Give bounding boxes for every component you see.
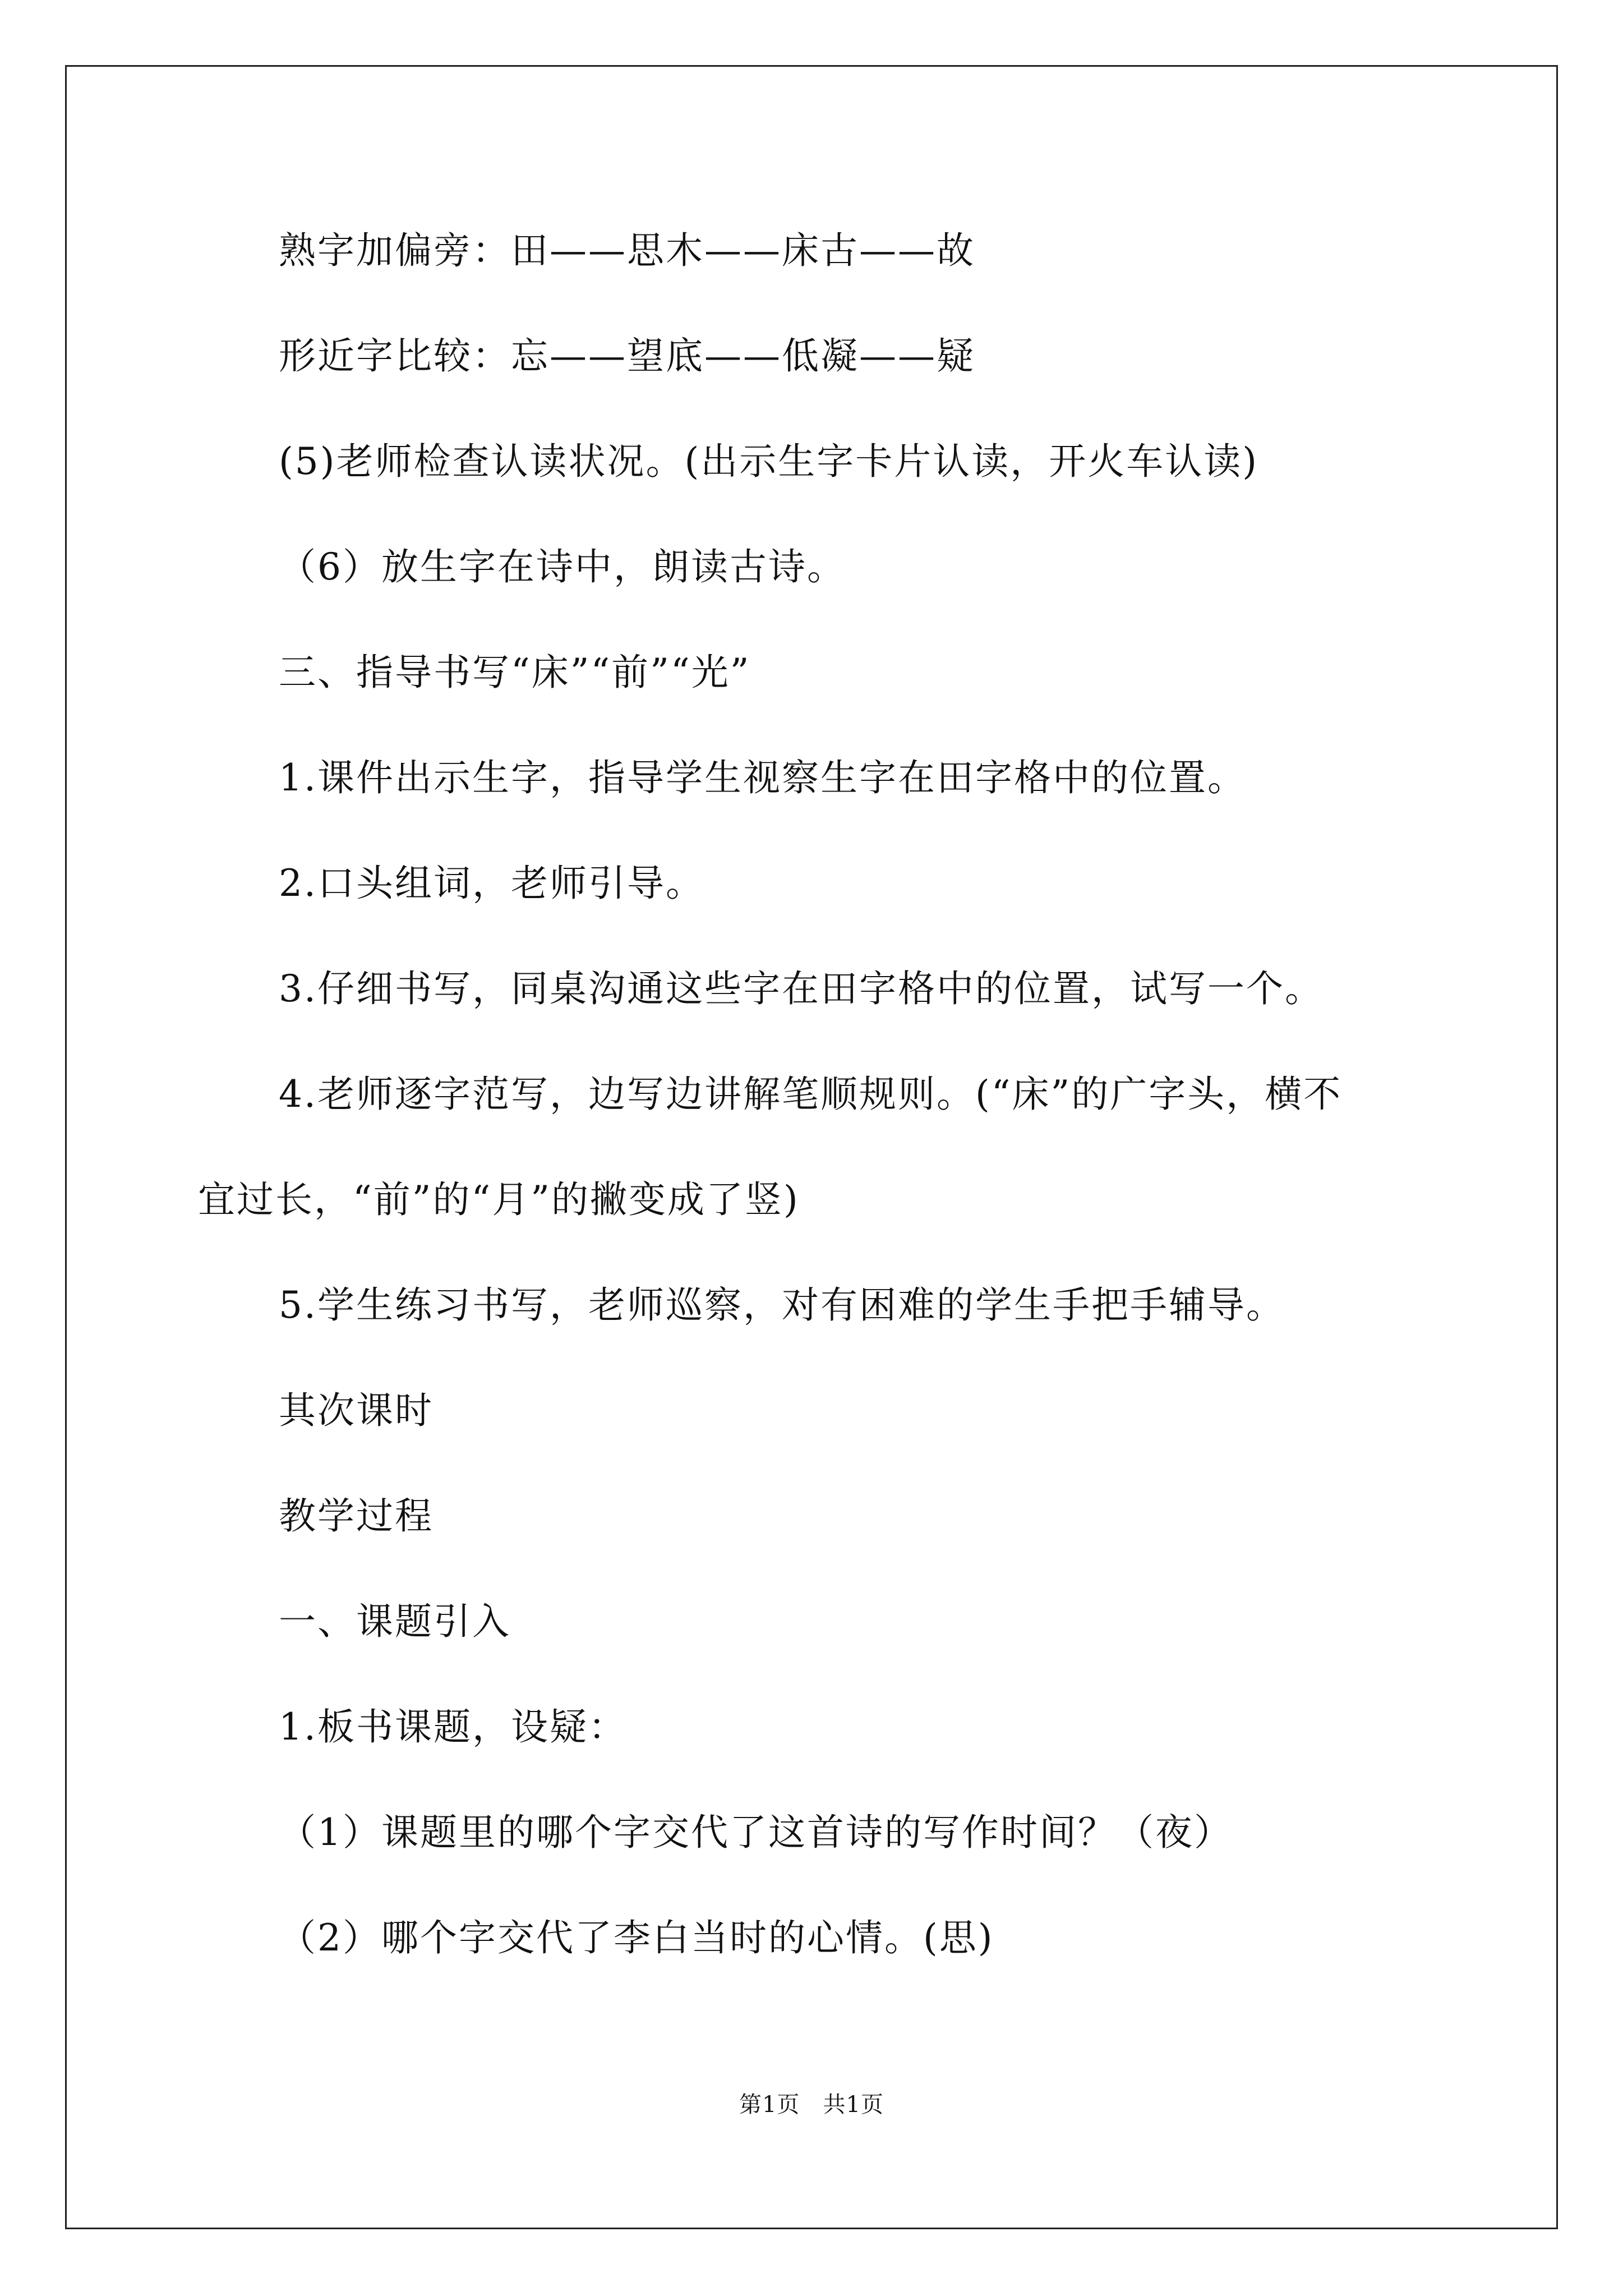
text-line-7: 2.口头组词，老师引导。 [279, 862, 704, 905]
page-footer: 第1页 共1页 [739, 2092, 884, 2118]
text-line-8: 3.仔细书写，同桌沟通这些字在田字格中的位置，试写一个。 [279, 967, 1324, 1010]
text-line-9: 4.老师逐字范写，边写边讲解笔顺规则。(“床”的广字头，横不 [279, 1073, 1343, 1116]
section-heading-1: 一、课题引入 [279, 1600, 511, 1643]
lesson-heading: 其次课时 [279, 1389, 434, 1432]
text-line-4: （6）放生字在诗中，朗读古诗。 [279, 545, 846, 588]
text-line-15: 1.板书课题，设疑： [279, 1705, 627, 1749]
text-line-6: 1.课件出示生字，指导学生视察生字在田字格中的位置。 [279, 756, 1246, 799]
text-line-3: (5)老师检查认读状况。(出示生字卡片认读，开火车认读) [279, 440, 1258, 483]
section-heading-3: 三、指导书写“床”“前”“光” [279, 651, 751, 694]
text-line-10: 宜过长，“前”的“月”的撇变成了竖) [198, 1178, 800, 1221]
text-line-17: （2）哪个字交代了李白当时的心情。(思) [279, 1916, 994, 1959]
text-line-16: （1）课题里的哪个字交代了这首诗的写作时间？（夜） [279, 1811, 1233, 1854]
text-line-1: 熟字加偏旁：田——思木——床古——故 [279, 229, 975, 272]
process-heading: 教学过程 [279, 1494, 434, 1538]
text-line-2: 形近字比较：忘——望底——低凝——疑 [279, 334, 975, 378]
text-line-11: 5.学生练习书写，老师巡察，对有困难的学生手把手辅导。 [279, 1283, 1285, 1327]
page-border [65, 65, 1558, 2229]
